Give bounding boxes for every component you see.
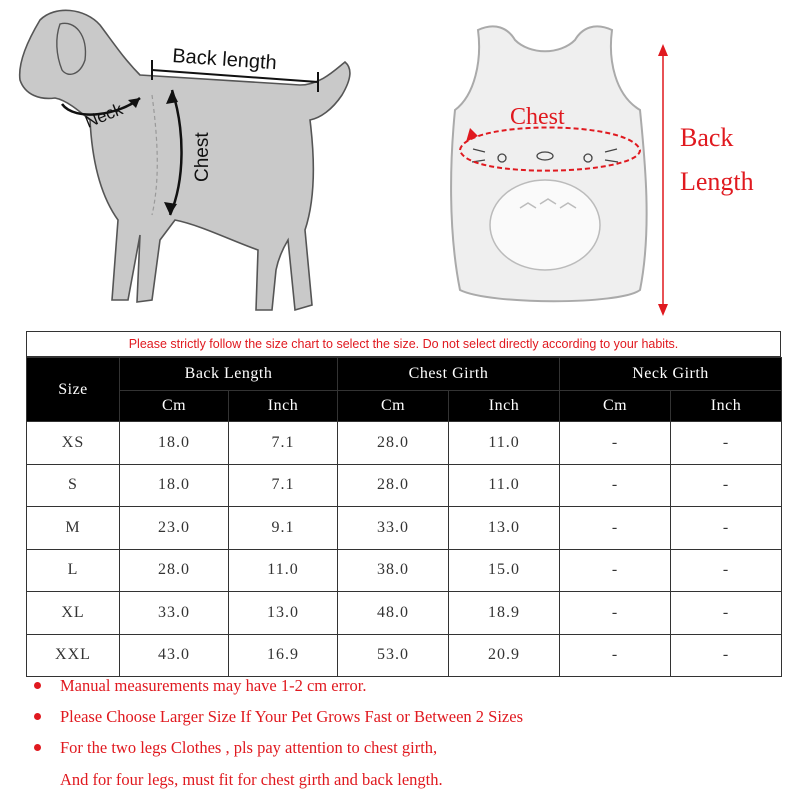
note-text: For the two legs Clothes , pls pay attention to chest girth, bbox=[60, 738, 438, 757]
table-cell: - bbox=[560, 507, 671, 550]
table-cell: - bbox=[671, 592, 782, 635]
size-cell: XS bbox=[27, 422, 120, 465]
table-cell: 9.1 bbox=[229, 507, 338, 550]
table-cell: 43.0 bbox=[120, 634, 229, 677]
size-selection-notice: Please strictly follow the size chart to select the size. Do not select directly according to your habits. bbox=[26, 331, 781, 357]
table-cell: - bbox=[671, 422, 782, 465]
size-cell: L bbox=[27, 549, 120, 592]
size-cell: XL bbox=[27, 592, 120, 635]
table-cell: 38.0 bbox=[338, 549, 449, 592]
table-cell: 53.0 bbox=[338, 634, 449, 677]
bullet-icon bbox=[34, 713, 41, 720]
table-cell: 23.0 bbox=[120, 507, 229, 550]
table-cell: 48.0 bbox=[338, 592, 449, 635]
bullet-icon bbox=[34, 744, 41, 751]
table-cell: - bbox=[560, 592, 671, 635]
vest-chest-label: Chest bbox=[510, 104, 565, 130]
note-text: Please Choose Larger Size If Your Pet Grows Fast or Between 2 Sizes bbox=[60, 707, 523, 726]
vest-measurement-diagram bbox=[430, 0, 800, 330]
size-cell: S bbox=[27, 464, 120, 507]
table-row bbox=[27, 634, 782, 677]
note-item bbox=[34, 738, 437, 758]
size-chart-table bbox=[26, 357, 782, 677]
note-text: And for four legs, must fit for chest girth and back length. bbox=[60, 770, 443, 789]
table-cell: - bbox=[671, 464, 782, 507]
table-row bbox=[27, 549, 782, 592]
table-cell: 11.0 bbox=[229, 549, 338, 592]
table-cell: - bbox=[560, 422, 671, 465]
table-cell: - bbox=[671, 634, 782, 677]
table-cell: 13.0 bbox=[229, 592, 338, 635]
unit-header: Inch bbox=[449, 391, 560, 422]
table-cell: 7.1 bbox=[229, 422, 338, 465]
note-item-continuation bbox=[34, 770, 443, 790]
note-item bbox=[34, 676, 367, 696]
table-cell: - bbox=[560, 634, 671, 677]
table-cell: 13.0 bbox=[449, 507, 560, 550]
vest-length-arrow-bottom bbox=[658, 304, 668, 316]
vest-back-label: Back bbox=[680, 123, 734, 152]
note-text: Manual measurements may have 1-2 cm error. bbox=[60, 676, 367, 695]
table-row bbox=[27, 464, 782, 507]
table-cell: 28.0 bbox=[120, 549, 229, 592]
table-cell: 28.0 bbox=[338, 422, 449, 465]
chest-label: Chest bbox=[192, 132, 213, 182]
table-cell: 33.0 bbox=[120, 592, 229, 635]
table-cell: 11.0 bbox=[449, 422, 560, 465]
bullet-icon bbox=[34, 682, 41, 689]
table-cell: 18.0 bbox=[120, 464, 229, 507]
unit-header: Cm bbox=[120, 391, 229, 422]
unit-header: Cm bbox=[338, 391, 449, 422]
table-cell: 33.0 bbox=[338, 507, 449, 550]
table-cell: - bbox=[560, 549, 671, 592]
unit-header: Cm bbox=[560, 391, 671, 422]
vest-belly bbox=[490, 180, 600, 270]
table-cell: 18.0 bbox=[120, 422, 229, 465]
table-cell: 15.0 bbox=[449, 549, 560, 592]
group-header-chest-girth: Chest Girth bbox=[338, 358, 560, 391]
size-cell: M bbox=[27, 507, 120, 550]
table-cell: 18.9 bbox=[449, 592, 560, 635]
neck-label: Neck bbox=[82, 99, 126, 132]
dog-measurement-diagram bbox=[0, 0, 440, 330]
back-length-label: Back length bbox=[171, 45, 278, 75]
table-cell: 11.0 bbox=[449, 464, 560, 507]
vest-length-label: Length bbox=[680, 167, 754, 196]
table-row bbox=[27, 592, 782, 635]
group-header-neck-girth: Neck Girth bbox=[560, 358, 782, 391]
table-row bbox=[27, 507, 782, 550]
size-header: Size bbox=[27, 358, 120, 422]
table-cell: - bbox=[671, 549, 782, 592]
vest-length-arrow-top bbox=[658, 44, 668, 56]
group-header-back-length: Back Length bbox=[120, 358, 338, 391]
table-cell: - bbox=[671, 507, 782, 550]
size-cell: XXL bbox=[27, 634, 120, 677]
unit-header: Inch bbox=[671, 391, 782, 422]
table-cell: 7.1 bbox=[229, 464, 338, 507]
unit-header: Inch bbox=[229, 391, 338, 422]
table-cell: 16.9 bbox=[229, 634, 338, 677]
table-cell: 28.0 bbox=[338, 464, 449, 507]
note-item bbox=[34, 707, 523, 727]
table-row bbox=[27, 422, 782, 465]
size-table-body bbox=[27, 422, 782, 677]
table-cell: - bbox=[560, 464, 671, 507]
table-cell: 20.9 bbox=[449, 634, 560, 677]
